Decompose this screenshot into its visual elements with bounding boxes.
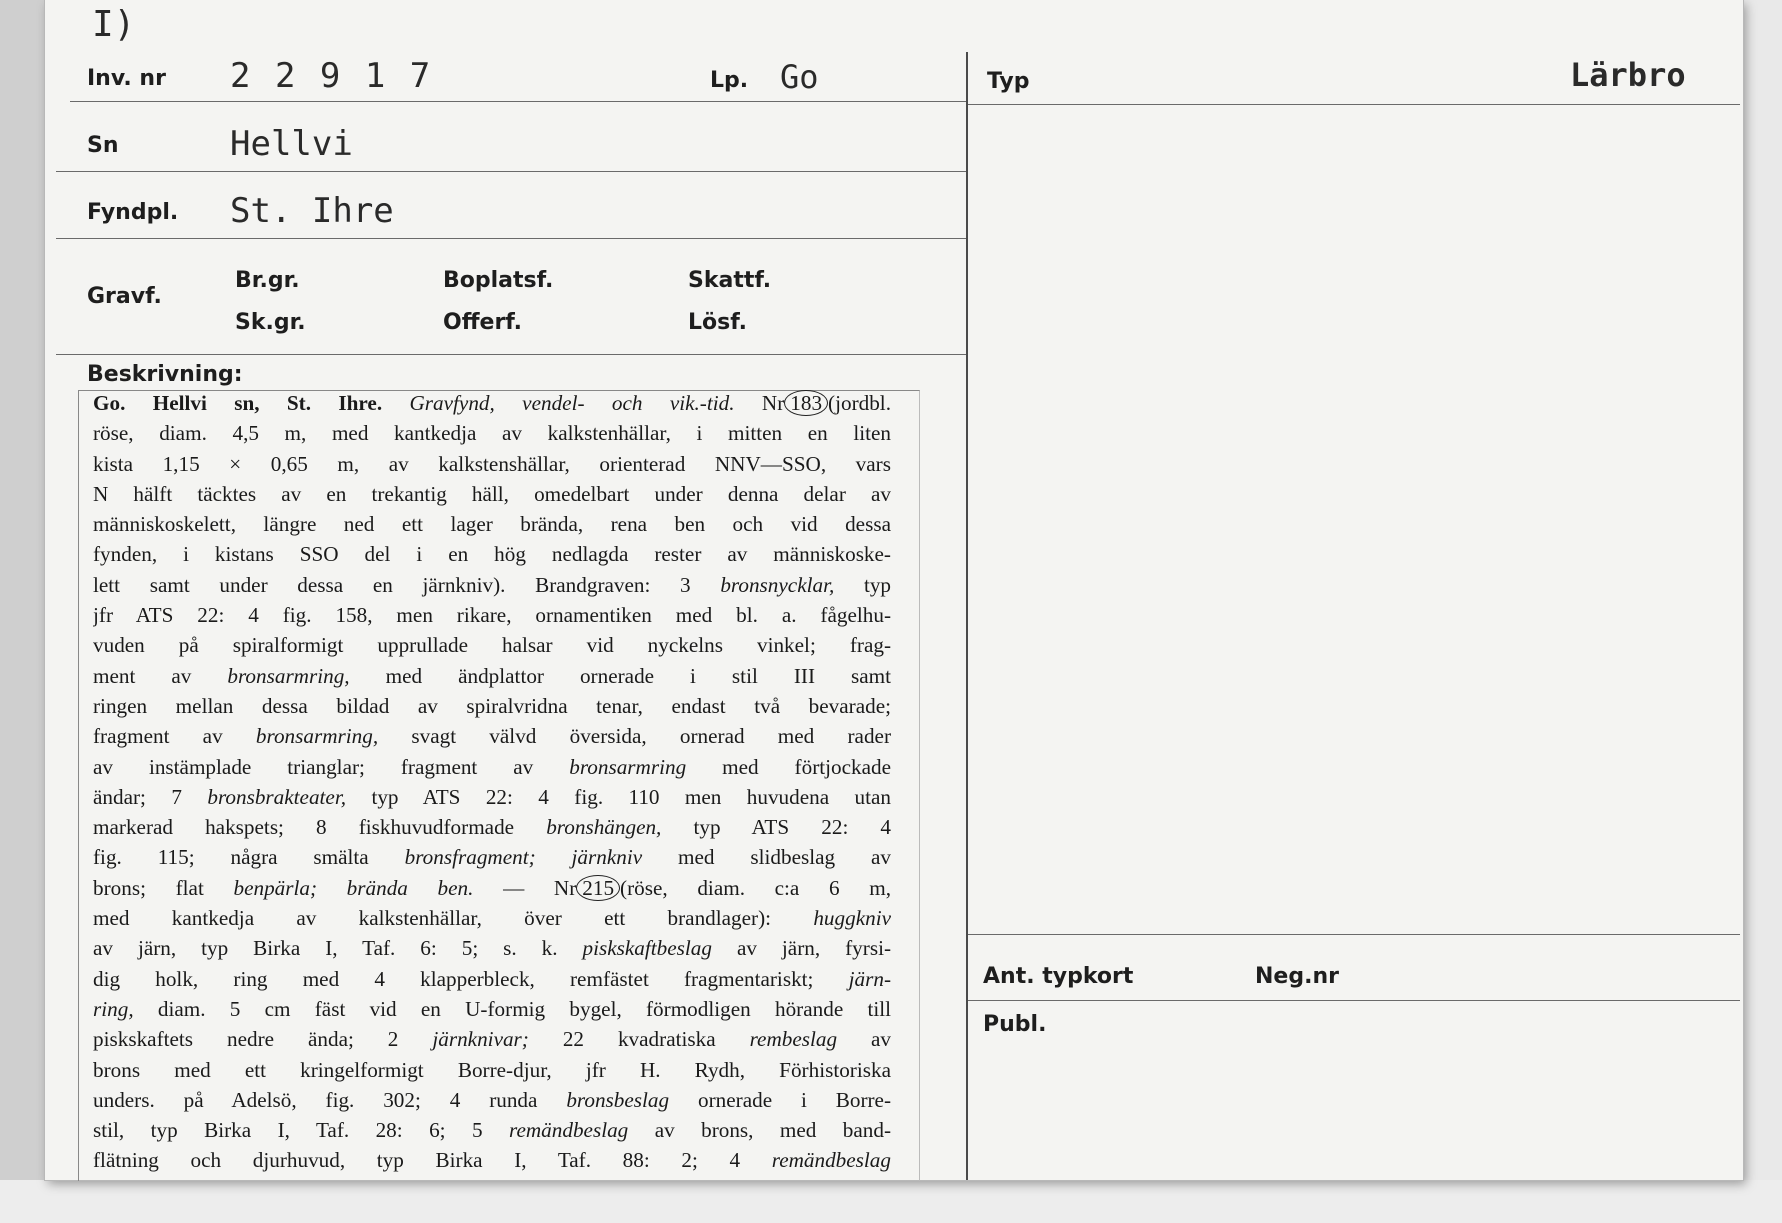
desc-line-16: fig. 115; några smälta bronsfragment; järnkniv med slidbeslag av — [93, 845, 891, 870]
publ-label: Publ. — [983, 1012, 1047, 1037]
background-right — [1743, 0, 1782, 1223]
desc-line-2: röse, diam. 4,5 m, med kantkedja av kalkstenhällar, i mitten en liten — [93, 421, 891, 446]
sn-value: Hellvi — [230, 124, 353, 164]
inv-nr-value: 2 2 9 1 7 — [230, 56, 433, 96]
rule-publ — [968, 1000, 1740, 1001]
desc-line-7: lett samt under dessa en järnkniv). Brandgraven: 3 bronsnycklar, typ — [93, 572, 891, 597]
desc-line-14: ändar; 7 bronsbrakteater, typ ATS 22: 4 fig. 110 men huvudena utan — [93, 784, 891, 809]
desc-line-19: av järn, typ Birka I, Taf. 6: 5; s. k. piskskaftbeslag av järn, fyrsi- — [93, 936, 891, 961]
column-divider — [966, 52, 968, 1180]
skattf-label: Skattf. — [688, 268, 772, 293]
desc-line-8: jfr ATS 22: 4 fig. 158, men rikare, ornamentiken med bl. a. fågelhu- — [93, 603, 891, 628]
desc-line-21: ring, diam. 5 cm fäst vid en U-formig bygel, förmodligen hörande till — [93, 996, 891, 1021]
beskrivning-label: Beskrivning: — [87, 362, 243, 387]
desc-line-4: N hälft täcktes av en trekantig häll, omedelbart under denna delar av — [93, 481, 891, 506]
desc-line-1: Go. Hellvi sn, St. Ihre. Gravfynd, vendel- och vik.-tid. Nr 183 (jordbl. — [93, 391, 891, 415]
inv-nr-label: Inv. nr — [87, 66, 166, 91]
sn-label: Sn — [87, 133, 119, 158]
desc-line-23: brons med ett kringelformigt Borre-djur, jfr H. Rydh, Förhistoriska — [93, 1057, 891, 1082]
desc-line-11: ringen mellan dessa bildad av spiralvridna tenar, endast två bevarade; — [93, 693, 891, 718]
losf-label: Lösf. — [688, 310, 747, 335]
desc-line-3: kista 1,15 × 0,65 m, av kalkstenshällar, orienterad NNV—SSO, vars — [93, 451, 891, 476]
rule-ant — [968, 934, 1740, 935]
desc-line-9: vuden på spiralformigt upprullade halsar vid nyckelns vinkel; frag- — [93, 633, 891, 658]
fyndpl-label: Fyndpl. — [87, 200, 179, 225]
offerf-label: Offerf. — [443, 310, 523, 335]
rule-sn — [56, 171, 966, 172]
neg-nr-label: Neg.nr — [1255, 964, 1339, 989]
rule-fyndpl — [56, 238, 966, 239]
typ-label: Typ — [987, 69, 1030, 94]
description-text — [93, 388, 891, 1176]
circled-number-215: 215 — [576, 875, 620, 901]
desc-line-5: människoskelett, längre ned ett lager brända, rena ben och vid dessa — [93, 512, 891, 537]
desc-line-24: unders. på Adelsö, fig. 302; 4 runda bronsbeslag ornerade i Borre- — [93, 1087, 891, 1112]
circled-number-183: 183 — [784, 390, 828, 416]
brgr-label: Br.gr. — [235, 268, 300, 293]
lp-value: Go — [780, 58, 819, 96]
fyndpl-value: St. Ihre — [230, 191, 394, 231]
desc-line-18: med kantkedja av kalkstenhällar, över ett brandlager): huggkniv — [93, 906, 891, 931]
rule-typ — [968, 104, 1740, 105]
gravf-label: Gravf. — [87, 284, 162, 309]
desc-line-25: stil, typ Birka I, Taf. 28: 6; 5 remändbeslag av brons, med band- — [93, 1118, 891, 1143]
desc-line-17: brons; flat benpärla; brända ben. — Nr 215 (röse, diam. c:a 6 m, — [93, 875, 891, 900]
desc-line-10: ment av bronsarmring, med ändplattor ornerade i stil III samt — [93, 663, 891, 688]
desc-line-12: fragment av bronsarmring, svagt välvd översida, ornerad med rader — [93, 724, 891, 749]
background-bottom — [0, 1180, 1782, 1223]
rule-gravf — [56, 354, 966, 355]
desc-line-26: flätning och djurhuvud, typ Birka I, Taf. 88: 2; 4 remändbeslag — [93, 1148, 891, 1173]
desc-line-20: dig holk, ring med 4 klapperbleck, remfästet fragmentariskt; järn- — [93, 966, 891, 991]
boplatsf-label: Boplatsf. — [443, 268, 554, 293]
rule-inv — [70, 101, 966, 102]
desc-line-22: piskskaftets nedre ända; 2 järnknivar; 22 kvadratiska rembeslag av — [93, 1027, 891, 1052]
corner-mark: I) — [92, 4, 136, 45]
desc-line-13: av instämplade trianglar; fragment av bronsarmring med förtjockade — [93, 754, 891, 779]
desc-line-6: fynden, i kistans SSO del i en hög nedlagda rester av människoske- — [93, 542, 891, 567]
ant-typkort-label: Ant. typkort — [983, 964, 1134, 989]
desc-line-15: markerad hakspets; 8 fiskhuvudformade bronshängen, typ ATS 22: 4 — [93, 815, 891, 840]
lp-label: Lp. — [710, 68, 749, 93]
skgr-label: Sk.gr. — [235, 310, 306, 335]
typ-value: Lärbro — [1570, 56, 1686, 94]
